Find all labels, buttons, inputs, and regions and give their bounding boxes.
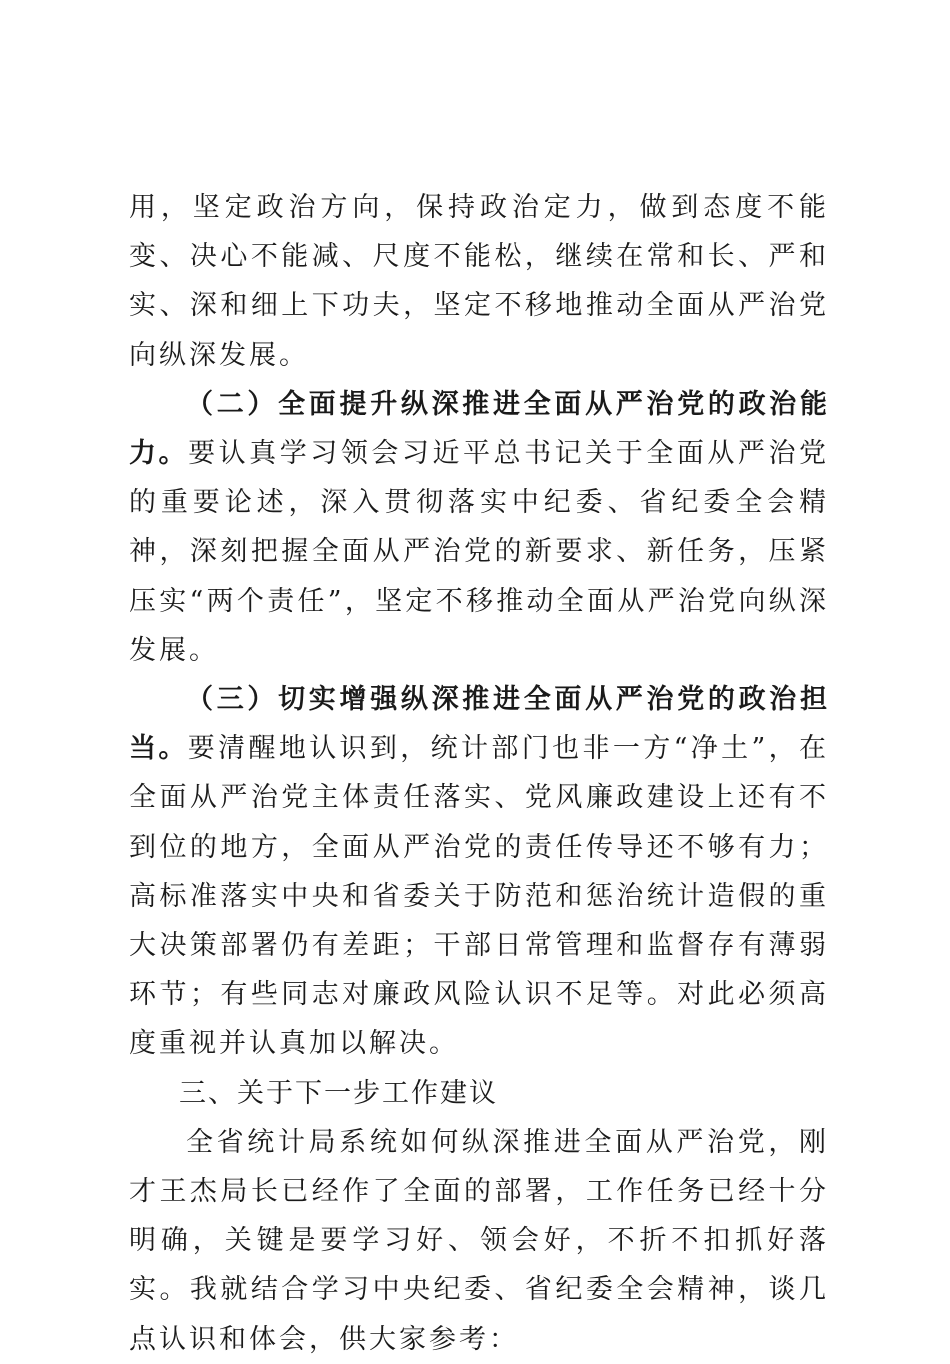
section-heading: 三、关于下一步工作建议 bbox=[179, 1077, 498, 1109]
paragraph-text: 用，坚定政治方向，保持政治定力，做到态度不能变、决心不能减、尺度不能松，继续在常和长、严和实、深和细上下功夫，坚定不移地推动全面从严治党向纵深发展。 bbox=[129, 192, 829, 371]
paragraph-lead-heading: （二）全面提升纵深推进全面从严治党的政治能力。 bbox=[129, 388, 829, 470]
paragraph-text: 要清醒地认识到，统计部门也非一方“净土”，在全面从严治党主体责任落实、党风廉政建设上还有不到位的地方，全面从严治党的责任传导还不够有力；高标准落实中央和省委关于防范和惩治统计造假的重大决策部署仍有差距；干部日常管理和监督存有薄弱环节；有些同志对廉政风险认识不足等。对此必须高度重视并认真加以解决。 bbox=[129, 733, 830, 1060]
paragraph-political-ability bbox=[129, 380, 829, 675]
paragraph-political-responsibility bbox=[129, 675, 829, 1069]
paragraph-continuation bbox=[129, 183, 829, 380]
paragraph-lead-heading: （三）切实增强纵深推进全面从严治党的政治担当。 bbox=[129, 684, 829, 765]
paragraph-text: 要认真学习领会习近平总书记关于全面从严治党的重要论述，深入贯彻落实中纪委、省纪委全会精神，深刻把握全面从严治党的新要求、新任务，压紧压实“两个责任”，坚定不移推动全面从严治党向纵深发展。 bbox=[129, 438, 830, 666]
paragraph-next-steps bbox=[129, 1118, 829, 1364]
paragraph-text: 全省统计局系统如何纵深推进全面从严治党，刚才王杰局长已经作了全面的部署，工作任务已经十分明确，关键是要学习好、领会好，不折不扣抓好落实。我就结合学习中央纪委、省纪委全会精神，谈几点认识和体会，供大家参考： bbox=[129, 1126, 829, 1355]
document-body bbox=[129, 183, 829, 1364]
